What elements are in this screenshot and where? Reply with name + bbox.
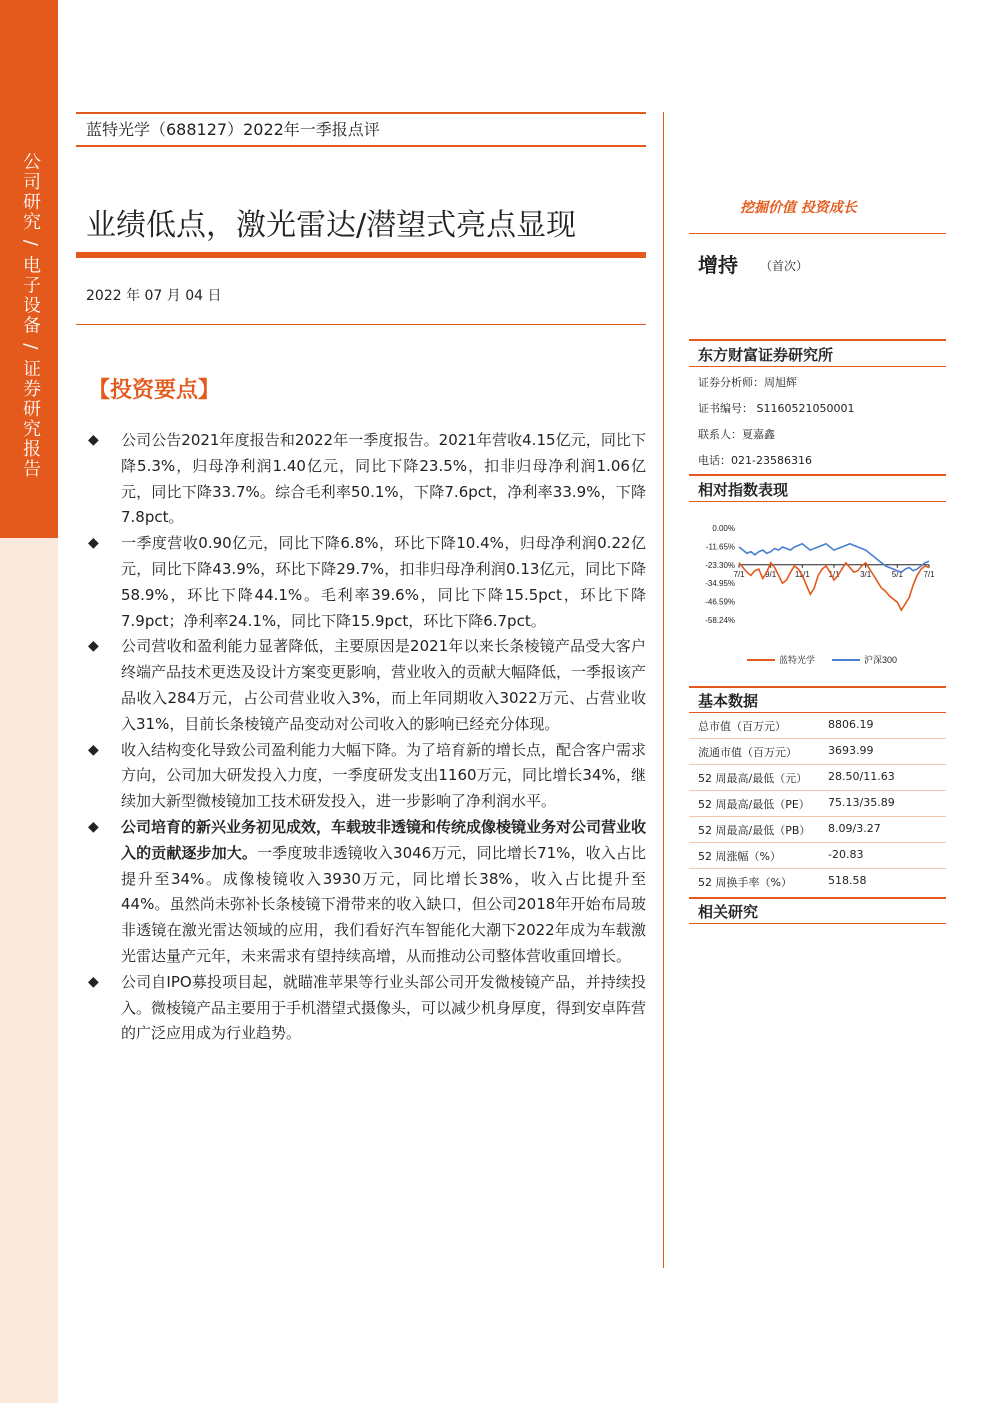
analyst: 证券分析师：周旭辉 [698, 376, 797, 389]
section-heading: 【投资要点】 [88, 378, 221, 403]
chart-legend [747, 654, 897, 665]
sidebar-orange-band [0, 0, 58, 538]
data-row-label: 52 周涨幅（%） [698, 850, 781, 863]
legend-label: 沪深300 [864, 655, 898, 665]
sidebar [0, 0, 58, 1403]
bullet-text: 一季度玻非透镜收入3046万元，同比增长71%，收入占比提升至34%。成像棱镜收入3930万元，同比增长38%，收入占比提升至44%。虽然尚未弥补长条棱镜下滑带来的收入缺口，但公司2018年开始布局玻非透镜在激光雷达领域的应用，我们看好汽车智能化大潮下2022年成为车载激光雷达量产元年，未来需求有望持续高增，从而推动公司整体营收重回增长。 [121, 843, 646, 965]
y-tick-label: -34.95% [705, 579, 735, 589]
performance-rule [689, 501, 946, 502]
phone: 电话：021-23586316 [698, 454, 812, 467]
bullet-bold-text: 公司培育的新兴业务初见成效，车载玻非透镜和传统成像棱镜业务对公司营业收入的贡献逐步加大。 [121, 817, 647, 862]
certificate-number: 证书编号： S1160521050001 [698, 402, 855, 415]
data-row-value: 8806.19 [828, 718, 874, 731]
data-row-label: 52 周换手率（%） [698, 876, 792, 889]
data-row-label: 52 周最高/最低（PE） [698, 798, 810, 811]
header-top-rule [76, 112, 646, 114]
y-tick-label: -23.30% [705, 560, 735, 570]
x-tick-label: 5/1 [891, 569, 903, 579]
data-row-value: -20.83 [828, 848, 864, 861]
row-divider [689, 764, 946, 765]
row-divider [689, 738, 946, 739]
data-row-label: 总市值（百万元） [698, 720, 786, 733]
list-item [86, 428, 646, 531]
row-divider [689, 842, 946, 843]
row-divider [689, 816, 946, 817]
list-item [86, 970, 646, 1047]
basic-data-rule [689, 712, 946, 713]
diamond-bullet-icon: ◆ [88, 432, 99, 448]
diamond-bullet-icon: ◆ [88, 741, 99, 758]
basic-data-heading: 基本数据 [698, 692, 759, 710]
data-row-label: 52 周最高/最低（元） [698, 772, 808, 785]
diamond-bullet-icon: ◆ [88, 535, 99, 552]
list-item [86, 634, 646, 737]
institute-name: 东方财富证券研究所 [698, 346, 834, 364]
diamond-bullet-icon: ◆ [88, 638, 99, 655]
performance-heading: 相对指数表现 [698, 481, 789, 499]
list-item [86, 738, 646, 815]
y-tick-label: -58.24% [705, 616, 735, 625]
y-tick-label: -46.59% [705, 597, 735, 607]
sidebar-category-label: 公司研究 / 电子设备 / 证券研究报告 [20, 152, 41, 480]
list-item [86, 815, 646, 970]
basic-data-top-rule [689, 686, 946, 688]
investment-points-list [86, 428, 646, 1047]
data-row-label: 52 周最高/最低（PB） [698, 824, 811, 837]
performance-top-rule [689, 474, 946, 476]
row-divider [689, 790, 946, 791]
diamond-bullet-icon: ◆ [88, 973, 99, 990]
slogan: 挖掘价值 投资成长 [740, 200, 857, 216]
data-row-value: 3693.99 [828, 744, 874, 757]
related-research-heading: 相关研究 [698, 903, 759, 921]
institute-rule [689, 366, 946, 367]
legend-label: 蓝特光学 [779, 655, 816, 665]
rating-note: （首次） [760, 259, 809, 273]
y-tick-label: 0.00% [712, 524, 735, 533]
list-item [86, 531, 646, 634]
bullet-text: 收入结构变化导致公司盈利能力大幅下降。为了培育新的增长点，配合客户需求方向，公司加大研发投入力度，一季度研发支出1160万元，同比增长34%，继续加大新型微棱镜加工技术研发投入，进一步影响了净利润水平。 [121, 740, 647, 811]
series-line [739, 544, 929, 572]
related-research-top-rule [689, 897, 946, 899]
bullet-text: 一季度营收0.90亿元，同比下降6.8%，环比下降10.4%，归母净利润0.22亿元，同比下降43.9%，环比下降29.7%，扣非归母净利润0.13亿元，同比下降58.9%，环比下降44.1%。毛利率39.6%，同比下降15.5pct，环比下降7.9pct；净利率24.1%，同比下降15.9pct，环比下降6.7pct。 [121, 534, 646, 630]
data-row-value: 28.50/11.63 [828, 770, 895, 783]
bullet-text: 公司自IPO募投项目起，就瞄准苹果等行业头部公司开发微棱镜产品，并持续投入。微棱镜产品主要用于手机潜望式摄像头，可以减少机身厚度，得到安卓阵营的广泛应用成为行业趋势。 [121, 972, 647, 1043]
related-research-rule [689, 923, 946, 924]
report-date: 2022 年 07 月 04 日 [86, 288, 222, 304]
bullet-text: 公司公告2021年度报告和2022年一季度报告。2021年营收4.15亿元，同比下降5.3%，归母净利润1.40亿元，同比下降23.5%，扣非归母净利润1.06亿元，同比下降33.7%。综合毛利率50.1%，下降7.6pct，净利率33.9%，下降7.8pct。 [121, 431, 646, 527]
report-header-title: 蓝特光学（688127）2022年一季报点评 [86, 120, 380, 139]
bullet-text: 公司营收和盈利能力显著降低，主要原因是2021年以来长条棱镜产品受大客户终端产品技术更迭及设计方案变更影响，营业收入的贡献大幅降低，一季报该产品收入284万元，占公司营业收入3%，而上年同期收入3022万元、占营业收入31%，目前长条棱镜产品变动对公司收入的影响已经充分体现。 [121, 637, 647, 733]
contact: 联系人：夏嘉鑫 [698, 428, 775, 441]
data-row-value: 8.09/3.27 [828, 822, 881, 835]
x-tick-label: 9/1 [765, 569, 777, 579]
data-row-value: 75.13/35.89 [828, 796, 895, 809]
y-axis [705, 524, 735, 625]
header-rule [76, 145, 646, 147]
diamond-bullet-icon: ◆ [88, 818, 99, 835]
x-tick-label: 3/1 [860, 569, 872, 579]
x-tick-label: 11/1 [794, 569, 810, 579]
date-rule [76, 324, 646, 325]
rating-top-rule [689, 233, 946, 234]
relative-performance-chart [689, 512, 946, 672]
title-rule [76, 252, 646, 258]
x-tick-label: 7/1 [923, 569, 935, 579]
row-divider [689, 868, 946, 869]
rating: 增持 [698, 253, 738, 277]
page-title: 业绩低点，激光雷达/潜望式亮点显现 [86, 208, 577, 244]
institute-top-rule [689, 339, 946, 341]
x-tick-label: 1/1 [828, 569, 840, 579]
data-row-label: 流通市值（百万元） [698, 746, 797, 759]
data-row-value: 518.58 [828, 874, 867, 887]
x-tick-label: 7/1 [733, 569, 745, 579]
column-divider [663, 112, 664, 1268]
y-tick-label: -11.65% [705, 542, 735, 552]
